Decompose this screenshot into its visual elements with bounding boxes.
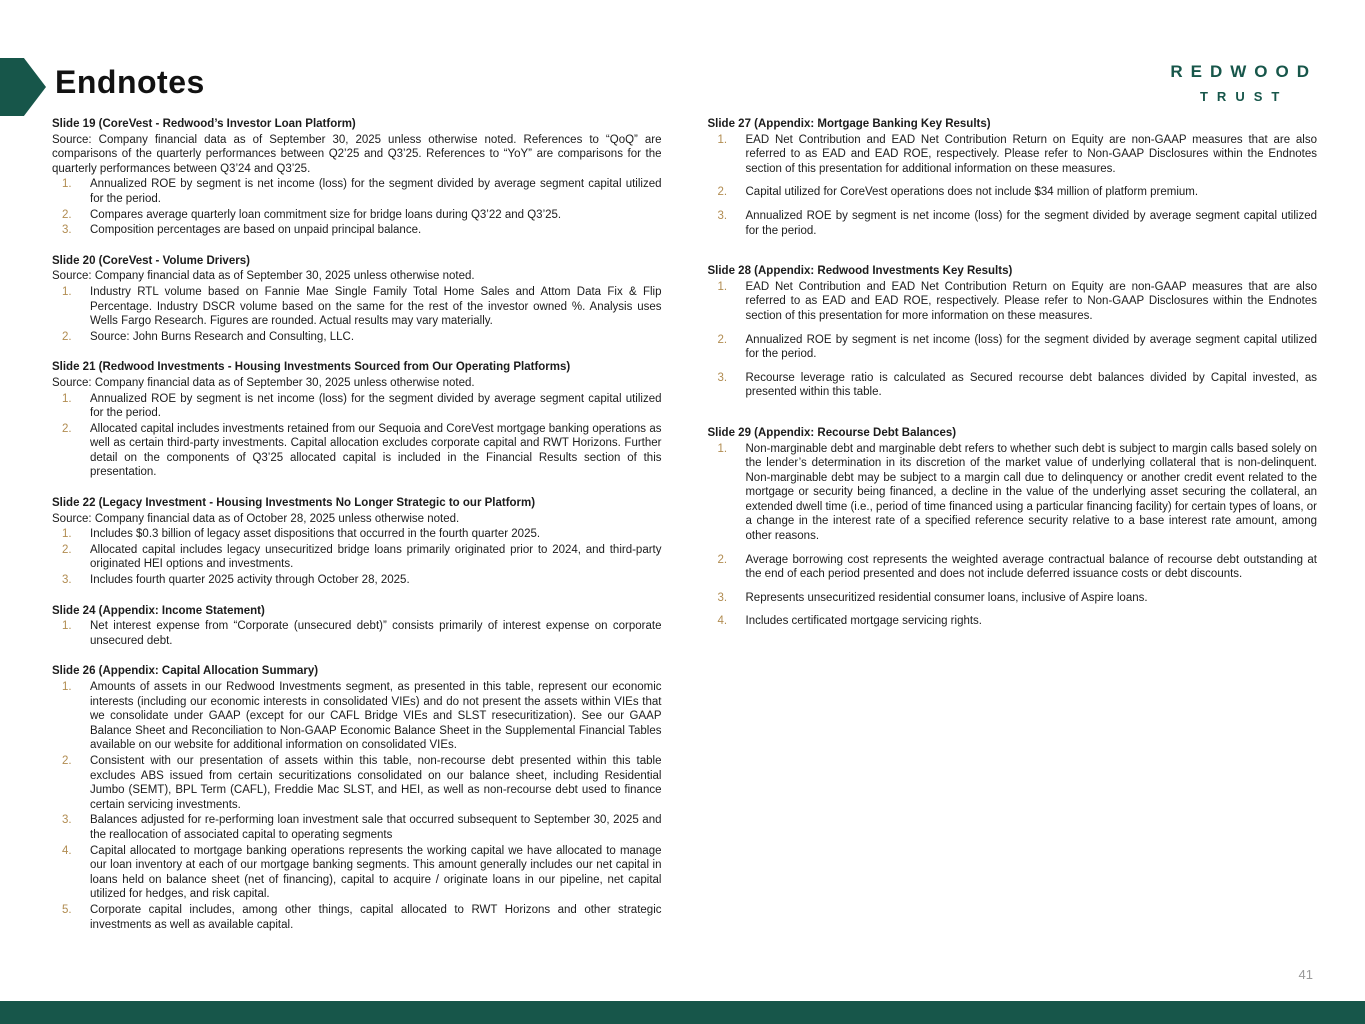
endnote-section — [52, 664, 662, 932]
endnote-item — [52, 543, 662, 572]
section-title: Slide 26 (Appendix: Capital Allocation Summary) — [52, 665, 319, 678]
endnote-item-number: 5. — [62, 903, 72, 916]
right-column — [708, 117, 1318, 948]
endnote-item-text: EAD Net Contribution and EAD Net Contribution Return on Equity are non-GAAP measures that are also referred to as EAD and EAD ROE, respectively. Please refer to Non-GAAP Disclosures within the Endnotes section of this presentation for additional information on these measures. — [745, 133, 1317, 175]
endnote-item — [708, 371, 1318, 400]
endnote-item — [52, 392, 662, 421]
endnote-item-number: 3. — [62, 574, 72, 587]
endnote-section — [52, 117, 662, 238]
endnote-item-number: 2. — [62, 208, 72, 221]
endnote-section — [52, 604, 662, 649]
endnote-item — [708, 591, 1318, 606]
endnote-item — [52, 422, 662, 480]
endnote-item-text: Annualized ROE by segment is net income (loss) for the segment divided by average segment capital utilized for the period. — [745, 333, 1317, 361]
endnote-item — [52, 619, 662, 648]
endnote-section — [708, 117, 1318, 238]
endnote-item — [708, 553, 1318, 582]
endnote-item-text: Allocated capital includes legacy unsecuritized bridge loans primarily originated prior to 2024, and third-party originated HEI options and investments. — [90, 543, 662, 571]
endnotes-columns — [52, 117, 1317, 948]
endnote-section — [708, 426, 1318, 629]
endnote-item — [52, 285, 662, 329]
endnote-item-text: Recourse leverage ratio is calculated as Secured recourse debt balances divided by Capital invested, as presented within this table. — [745, 371, 1317, 399]
section-title: Slide 20 (CoreVest - Volume Drivers) — [52, 254, 250, 267]
endnote-item-number: 1. — [62, 528, 72, 541]
endnote-item — [708, 442, 1318, 544]
endnote-item-number: 1. — [62, 178, 72, 191]
endnote-item-text: Composition percentages are based on unpaid principal balance. — [90, 224, 422, 237]
page-number: 41 — [1298, 967, 1313, 982]
endnote-item-text: Capital allocated to mortgage banking operations represents the working capital we have allocated to manage our loan inventory at each of our mortgage banking segments. This amount generally includes our net capital in loans held on balance sheet (net of financing), capital to acquire / originate loans in our pipeline, net capital utilized for hedges, and risk capital. — [90, 844, 662, 901]
endnote-item-number: 4. — [717, 615, 728, 628]
left-column — [52, 117, 662, 948]
endnote-item-text: EAD Net Contribution and EAD Net Contribution Return on Equity are non-GAAP measures that are also referred to as EAD and EAD ROE, respectively. Please refer to Non-GAAP Disclosures within the Endnotes section of this presentation for more information on these measures. — [745, 280, 1317, 322]
brand-chevron-icon — [0, 58, 46, 116]
endnote-item — [52, 844, 662, 902]
endnote-item-text: Non-marginable debt and marginable debt refers to whether such debt is subject to margin calls based solely on the lender’s determination in its discretion of the market value of underlying collateral that is non-delinquent. Non-marginable debt may be subject to a margin call due to delinquency or another credit event related to the mortgage or security being financed, a decline in the value of the underlying asset securing the collateral, an extended dwell time (i.e., period of time financed using a particular financing facility) for certain types of loans, or a change in the interest rate of a specified reference security relative to a base interest rate amount, among other reasons. — [745, 442, 1317, 543]
endnote-item-number: 1. — [62, 620, 72, 633]
brand-logo-trust: TRUST — [1199, 89, 1289, 104]
endnote-section — [52, 360, 662, 480]
endnote-section — [52, 496, 662, 588]
endnote-item-text: Source: John Burns Research and Consulting, LLC. — [90, 330, 355, 343]
endnote-item-text: Consistent with our presentation of assets within this table, non-recourse debt presented within this table excludes ABS issued from certain securitizations consolidated on our balance sheet, including Residential Jumbo (SEMT), BPL Term (CAFL), Freddie Mac SLST, and HEI, as well as non-recourse debt used to finance certain servicing investments. — [90, 754, 662, 811]
endnote-item — [52, 527, 662, 542]
endnote-item-number: 2. — [62, 422, 72, 435]
endnote-item-text: Annualized ROE by segment is net income (loss) for the segment divided by average segment capital utilized for the period. — [745, 209, 1317, 237]
section-source: Source: Company financial data as of September 30, 2025 unless otherwise noted. — [52, 270, 475, 283]
section-source: Source: Company financial data as of September 30, 2025 unless otherwise noted. References to “QoQ” are comparisons of the quarterly performances between Q2’25 and Q3’25. References to “YoY” are comparisons for the quarterly performances between Q3’24 and Q3’25. — [52, 133, 662, 175]
endnote-item — [52, 573, 662, 588]
endnote-item — [52, 754, 662, 812]
section-source: Source: Company financial data as of October 28, 2025 unless otherwise noted. — [52, 512, 460, 525]
endnote-item-text: Capital utilized for CoreVest operations does not include $34 million of platform premium. — [745, 186, 1199, 199]
endnote-item-number: 2. — [717, 186, 728, 199]
endnote-item-number: 3. — [62, 814, 72, 827]
endnote-item-number: 1. — [62, 392, 72, 405]
page-title: Endnotes — [55, 64, 205, 100]
endnote-item — [52, 903, 662, 932]
endnote-section — [708, 264, 1318, 400]
brand-logo-redwood: REDWOOD — [1170, 62, 1317, 81]
section-source: Source: Company financial data as of September 30, 2025 unless otherwise noted. — [52, 376, 475, 389]
endnote-item-text: Includes fourth quarter 2025 activity through October 28, 2025. — [90, 574, 410, 587]
endnote-item-number: 3. — [717, 209, 728, 222]
endnote-item-number: 1. — [717, 133, 728, 146]
endnote-item — [52, 177, 662, 206]
endnote-item-text: Industry RTL volume based on Fannie Mae Single Family Total Home Sales and Attom Data Fix & Flip Percentage. Industry DSCR volume based on the same for the rest of the investor owned %. Analysis uses Wells Fargo Research. Figures are rounded. Actual results may vary materially. — [90, 285, 662, 328]
section-title: Slide 21 (Redwood Investments - Housing Investments Sourced from Our Operating Platforms) — [52, 361, 571, 374]
endnote-item-text: Represents unsecuritized residential consumer loans, inclusive of Aspire loans. — [745, 591, 1148, 604]
section-title: Slide 28 (Appendix: Redwood Investments Key Results) — [707, 265, 1013, 278]
endnote-item-number: 1. — [62, 681, 72, 693]
endnote-item — [52, 223, 662, 238]
endnote-item — [708, 185, 1318, 200]
endnote-item-text: Compares average quarterly loan commitment size for bridge loans during Q3’22 and Q3’25. — [90, 208, 562, 221]
endnote-item-number: 3. — [717, 371, 728, 384]
endnote-item-text: Annualized ROE by segment is net income (loss) for the segment divided by average segment capital utilized for the period. — [90, 392, 662, 420]
endnote-item-text: Amounts of assets in our Redwood Investments segment, as presented in this table, represent our economic interests (including our economic interests in consolidated VIEs) and do not present the assets within VIEs that we consolidate under GAAP (except for our CAFL Bridge VIEs and SLST resecuritization). See our GAAP Balance Sheet and Reconciliation to Non-GAAP Economic Balance Sheet in the Supplemental Financial Tables available on our website for additional information on consolidated VIEs. — [90, 681, 662, 752]
section-title: Slide 29 (Appendix: Recourse Debt Balances) — [707, 426, 957, 439]
endnote-item-number: 2. — [62, 543, 72, 556]
endnote-item-text: Includes certificated mortgage servicing rights. — [745, 615, 982, 628]
endnote-item-text: Annualized ROE by segment is net income (loss) for the segment divided by average segment capital utilized for the period. — [90, 178, 662, 205]
endnote-item-number: 1. — [717, 280, 728, 293]
endnote-item — [708, 614, 1318, 629]
section-title: Slide 19 (CoreVest - Redwood’s Investor Loan Platform) — [52, 118, 356, 130]
endnote-item — [708, 280, 1318, 324]
endnote-item-text: Allocated capital includes investments retained from our Sequoia and CoreVest mortgage banking operations as well as certain third-party investments. Capital allocation excludes corporate capital and RWT Horizons. Further detail on the components of Q3’25 allocated capital is included in the Financial Results section of this presentation. — [90, 422, 662, 479]
endnote-item-number: 1. — [62, 285, 72, 298]
endnote-item — [52, 813, 662, 842]
endnote-item-text: Balances adjusted for re-performing loan investment sale that occurred subsequent to September 30, 2025 and the reallocation of associated capital to operating segments — [90, 814, 662, 841]
endnote-item — [708, 209, 1318, 238]
endnote-item-number: 3. — [62, 224, 72, 237]
endnote-item — [708, 333, 1318, 362]
endnote-item-number: 2. — [717, 553, 728, 566]
footer-bar — [0, 1001, 1365, 1024]
section-title: Slide 22 (Legacy Investment - Housing Investments No Longer Strategic to our Platform) — [52, 497, 536, 510]
endnote-item — [52, 208, 662, 223]
endnote-item-text: Average borrowing cost represents the weighted average contractual balance of recourse debt outstanding at the end of each period presented and does not include deferred issuance costs or debt discounts. — [745, 553, 1317, 581]
endnote-item-text: Net interest expense from “Corporate (unsecured debt)” consists primarily of interest expense on corporate unsecured debt. — [90, 620, 662, 647]
endnote-item-text: Includes $0.3 billion of legacy asset dispositions that occurred in the fourth quarter 2025. — [90, 528, 541, 541]
section-title: Slide 24 (Appendix: Income Statement) — [52, 604, 265, 617]
endnote-item-number: 4. — [62, 844, 72, 857]
section-title: Slide 27 (Appendix: Mortgage Banking Key Results) — [707, 118, 991, 130]
endnote-item-text: Corporate capital includes, among other things, capital allocated to RWT Horizons and other strategic investments as well as available capital. — [90, 903, 662, 931]
endnote-item-number: 2. — [62, 754, 72, 767]
endnote-item-number: 1. — [717, 442, 728, 455]
endnote-item-number: 2. — [62, 330, 72, 343]
endnote-item — [52, 330, 662, 345]
endnote-item — [52, 680, 662, 753]
endnote-item-number: 3. — [717, 591, 728, 604]
brand-logo — [1162, 62, 1317, 104]
endnote-item-number: 2. — [717, 333, 728, 346]
endnote-section — [52, 254, 662, 345]
endnote-item — [708, 133, 1318, 177]
